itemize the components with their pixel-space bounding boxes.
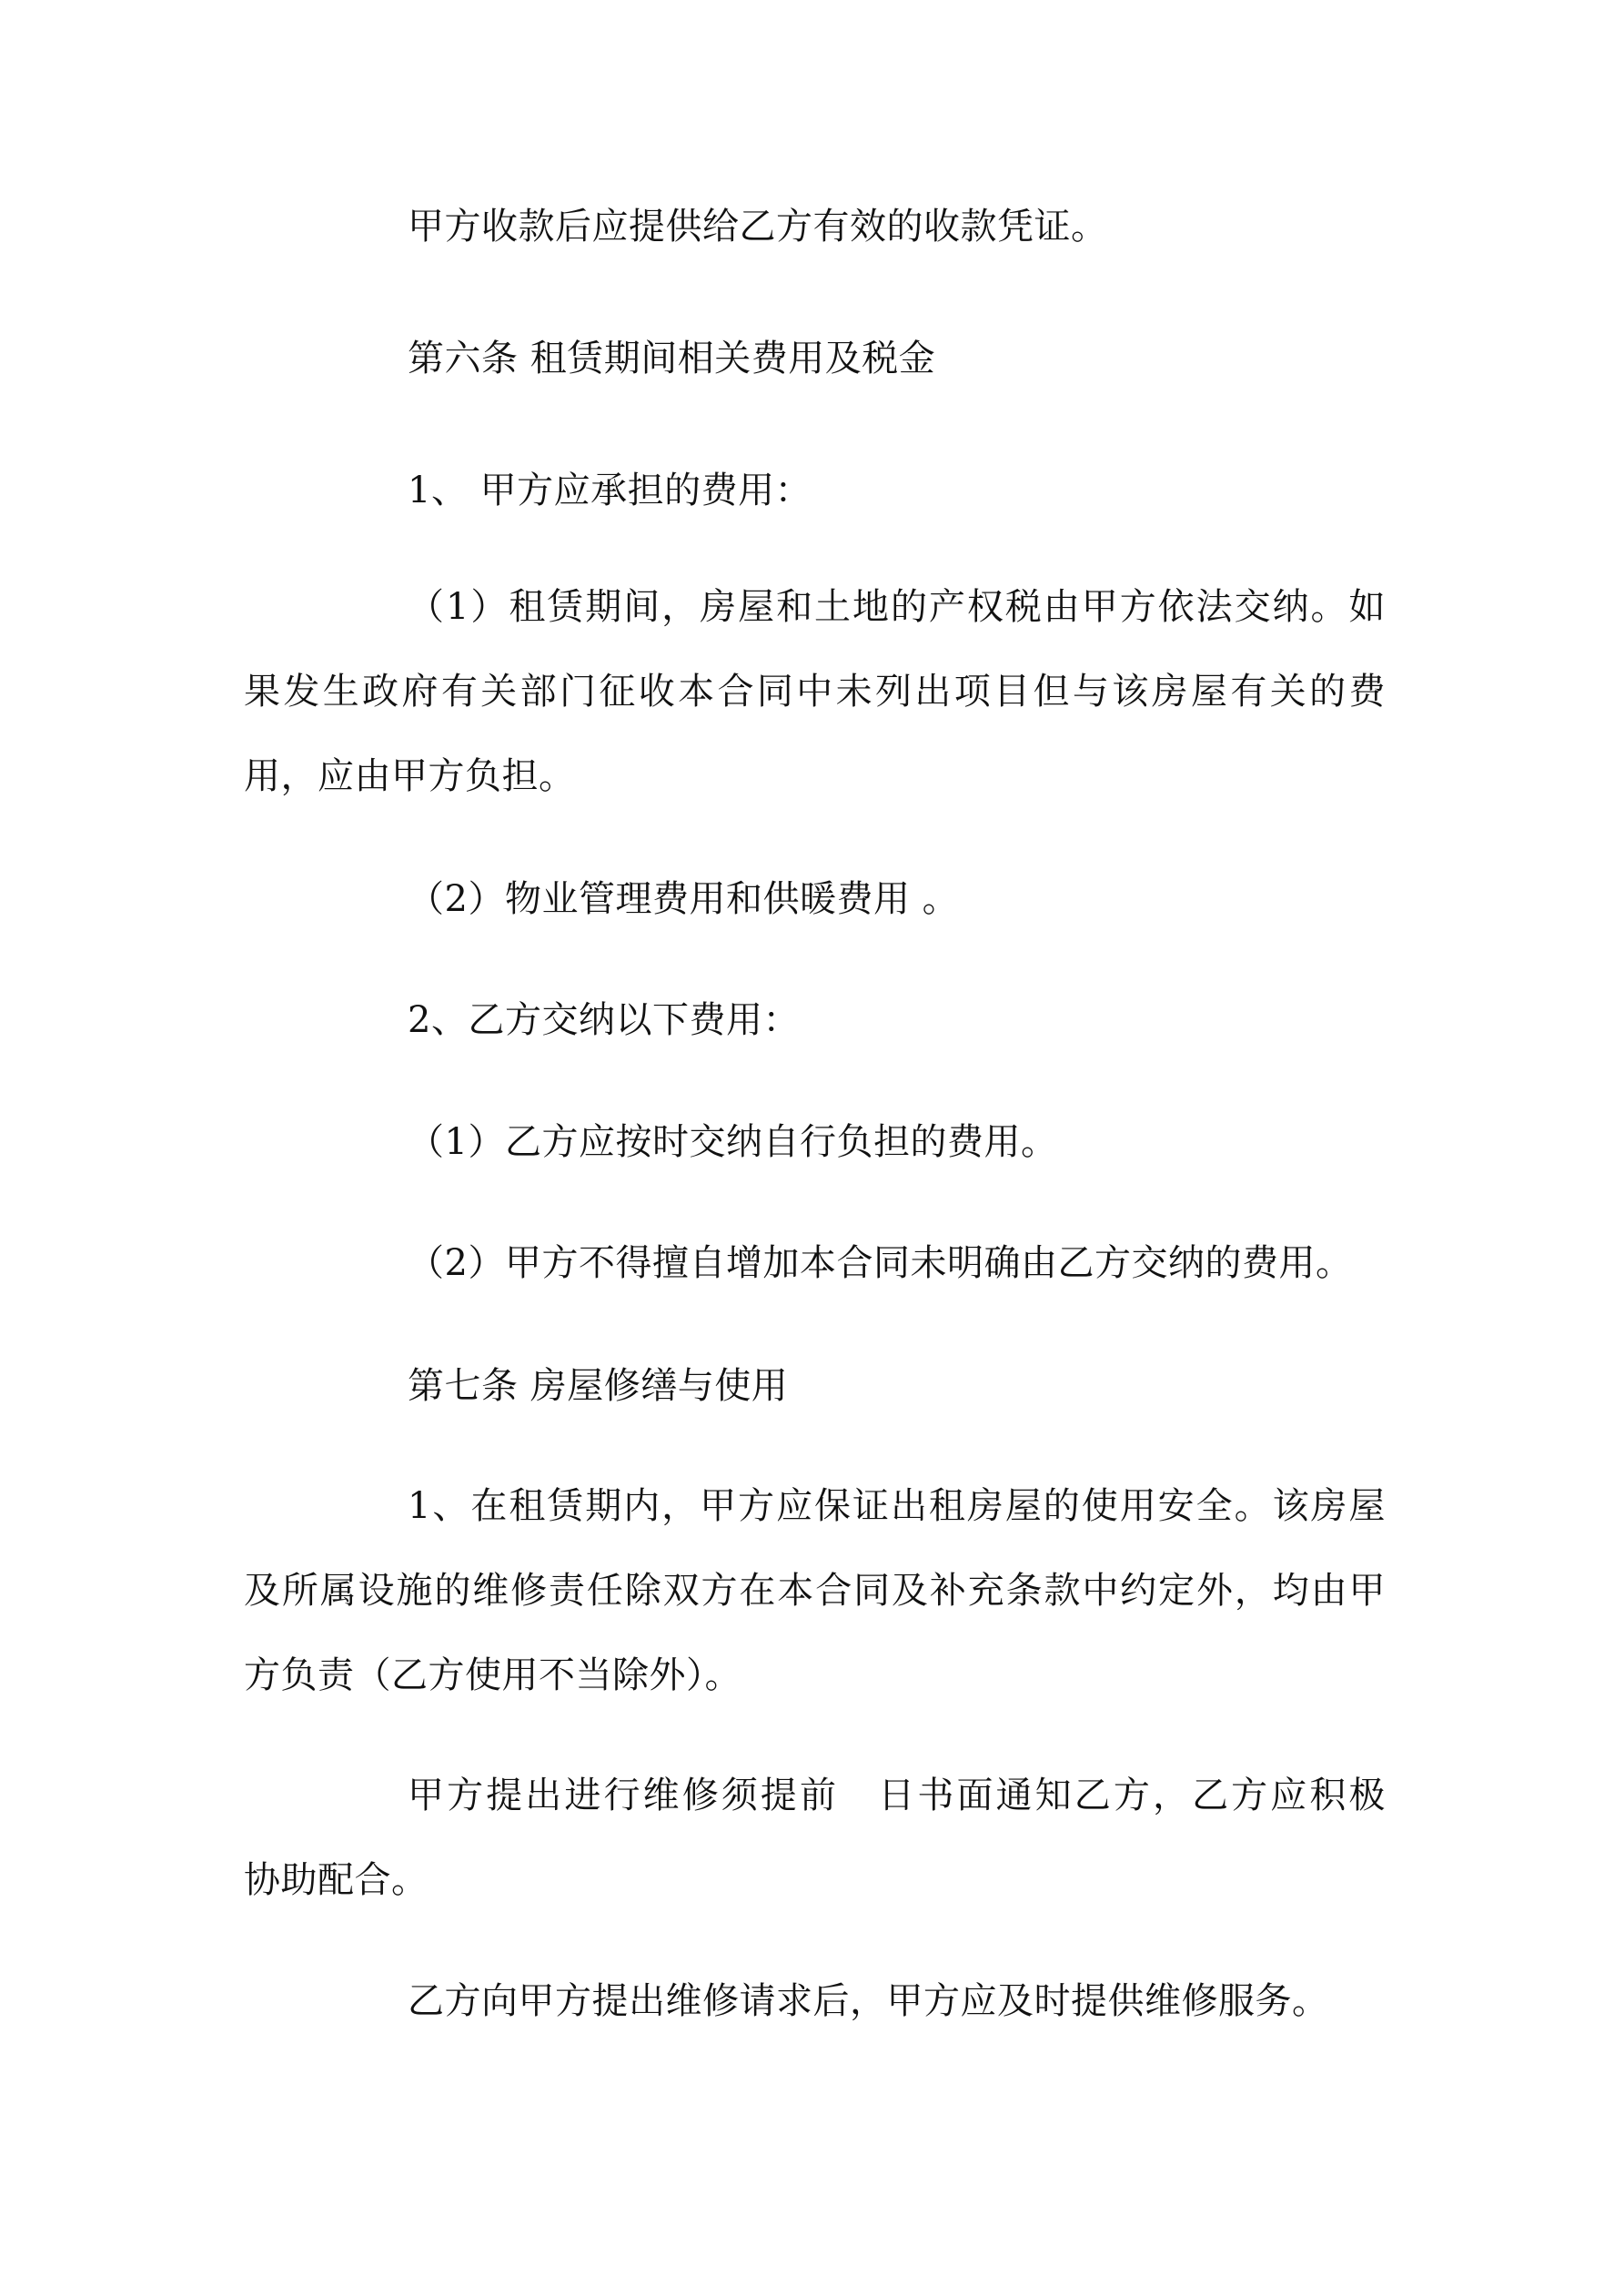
paragraph-line: 及所属设施的维修责任除双方在本合同及补充条款中约定外，均由甲 xyxy=(244,1570,1386,1612)
paragraph-line: （1）乙方应按时交纳自行负担的费用。 xyxy=(408,1121,1058,1163)
section-heading: 第六条 租赁期间相关费用及税金 xyxy=(408,338,936,379)
paragraph-line: 1、在租赁期内，甲方应保证出租房屋的使用安全。该房屋 xyxy=(408,1485,1386,1527)
paragraph-line: 甲方收款后应提供给乙方有效的收款凭证。 xyxy=(408,206,1108,248)
paragraph-line: （2）甲方不得擅自增加本合同未明确由乙方交纳的费用。 xyxy=(408,1242,1353,1284)
clause-heading: 1、 甲方应承担的费用： xyxy=(408,470,812,511)
paragraph-line: （2）物业管理费用和供暖费用 。 xyxy=(408,878,960,920)
paragraph-line: 果发生政府有关部门征收本合同中未列出项目但与该房屋有关的费 xyxy=(244,671,1386,713)
paragraph-line: 乙方向甲方提出维修请求后，甲方应及时提供维修服务。 xyxy=(408,1980,1329,2022)
clause-heading: 2、乙方交纳以下费用： xyxy=(408,999,800,1041)
section-heading: 第七条 房屋修缮与使用 xyxy=(408,1365,789,1407)
paragraph-line: 用，应由甲方负担。 xyxy=(244,755,576,797)
paragraph-line: （1）租赁期间，房屋和土地的产权税由甲方依法交纳。如 xyxy=(408,586,1386,628)
paragraph-line: 方负责（乙方使用不当除外）。 xyxy=(244,1654,741,1696)
paragraph-line: 协助配合。 xyxy=(244,1859,429,1901)
paragraph-line: 甲方提出进行维修须提前 日书面通知乙方，乙方应积极 xyxy=(408,1775,1386,1816)
